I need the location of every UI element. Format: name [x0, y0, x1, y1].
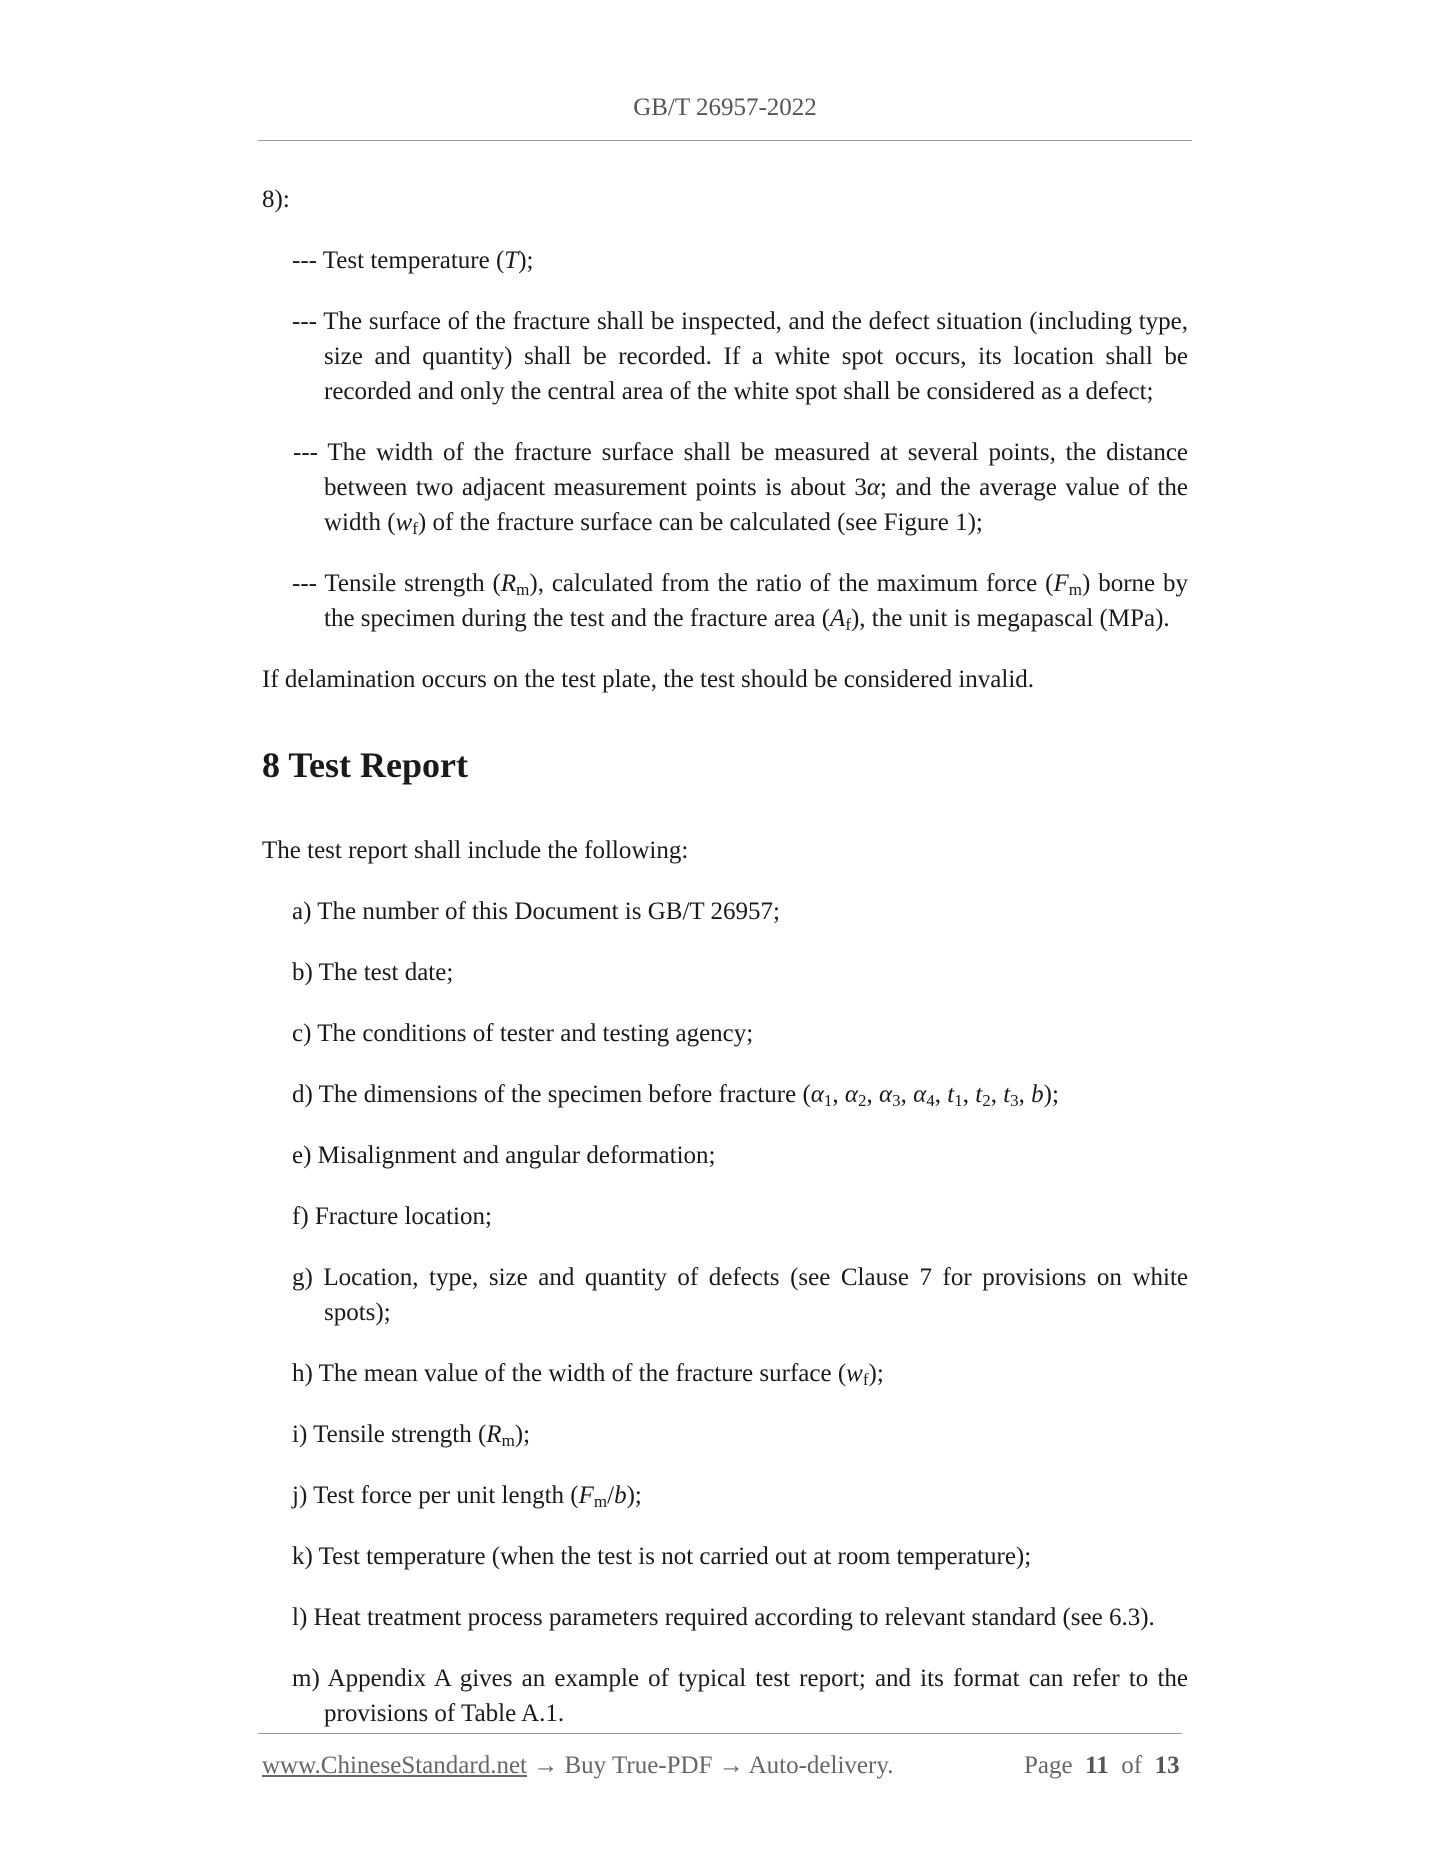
report-item-j: j) Test force per unit length $(F_m/b)$;: [292, 1482, 642, 1511]
section-intro: The test report shall include the following:: [262, 837, 689, 864]
report-item-l: l) Heat treatment process parameters required according to relevant standard (see 6.3).: [292, 1604, 1155, 1631]
report-item-d: d) The dimensions of the specimen before fracture ($\alpha_1$, $\alpha_2$, $\alpha_3$, $\alpha_4$, $t_1$, $t_2$, $t_3$, b);: [292, 1081, 1059, 1110]
continuation-text: 8):: [262, 186, 290, 213]
arrow-right-icon: →: [527, 1752, 565, 1779]
bullet-tensile-strength: --- Tensile strength $(R_m)$, calculated from the ratio of the maximum force $(F_m)$ borne by the specimen during the test and the fracture area $(A_f)$, the unit is megapascal (MPa).: [292, 570, 1188, 634]
report-item-c: c) The conditions of tester and testing agency;: [292, 1020, 754, 1047]
footer-promo: [262, 1752, 893, 1780]
report-item-k: k) Test temperature (when the test is not carried out at room temperature);: [292, 1543, 1032, 1570]
page-number: Page 11 of 13: [1024, 1752, 1180, 1779]
bullet-fracture-width: --- The width of the fracture surface shall be measured at several points, the distance between two adjacent measurement points is about 3α; and the average value of the width $(w_f)$ of the fracture surface can be calculated (see Figure 1);: [293, 439, 1189, 538]
page-total: 13: [1154, 1752, 1180, 1779]
delamination-note: If delamination occurs on the test plate, the test should be considered invalid.: [262, 666, 1035, 693]
report-item-g: g) Location, type, size and quantity of defects (see Clause 7 for provisions on white spots);: [292, 1264, 1188, 1326]
report-item-e: e) Misalignment and angular deformation;: [292, 1142, 716, 1169]
report-item-a: a) The number of this Document is GB/T 26957;: [292, 898, 780, 925]
bullet-fracture-inspection: --- The surface of the fracture shall be inspected, and the defect situation (including type, size and quantity) shall be recorded. If a white spot occurs, its location shall be recorded and only the central area of the white spot shall be considered as a defect;: [292, 308, 1188, 405]
header-divider: [258, 140, 1192, 141]
page-body: [262, 182, 1188, 1731]
footer-site-link[interactable]: www.ChineseStandard.net: [262, 1752, 527, 1779]
running-header: GB/T 26957-2022: [633, 94, 817, 121]
report-item-m: m) Appendix A gives an example of typical test report; and its format can refer to the provisions of Table A.1.: [292, 1665, 1188, 1727]
arrow-right-icon: →: [712, 1752, 749, 1779]
page-current: 11: [1085, 1752, 1109, 1779]
report-item-f: f) Fracture location;: [292, 1203, 492, 1230]
footer-delivery-text: Auto-delivery.: [748, 1752, 894, 1779]
section-heading: 8 Test Report: [262, 745, 468, 785]
report-item-i: i) Tensile strength $(R_m)$;: [292, 1421, 531, 1450]
report-item-b: b) The test date;: [292, 959, 454, 986]
bullet-test-temperature: --- Test temperature (T);: [292, 247, 534, 274]
footer-divider: [258, 1733, 1182, 1734]
footer-buy-text: Buy True-PDF: [564, 1752, 713, 1779]
report-item-h: h) The mean value of the width of the fracture surface $(w_f)$;: [292, 1360, 884, 1389]
